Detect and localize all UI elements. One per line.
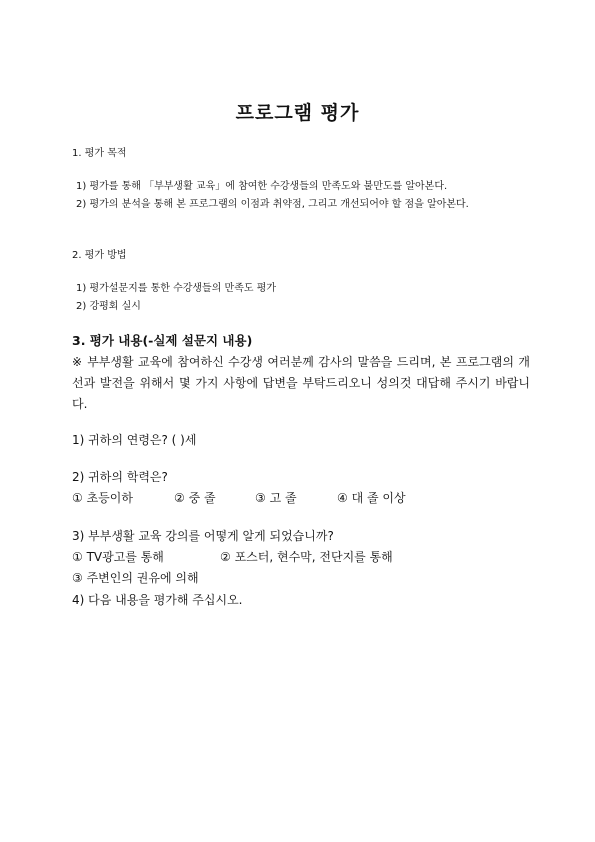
question-channel: 3) 부부생활 교육 강의를 어떻게 알게 되었습니까? [72,529,334,543]
education-option: ④ 대 졸 이상 [337,491,406,505]
education-option: ① 초등이하 [72,491,133,505]
page-title: 프로그램 평가 [235,102,360,124]
education-options [72,488,406,509]
channel-option: ① TV광고를 통해 [72,550,164,564]
question-age: 1) 귀하의 연령은? ( )세 [72,433,197,447]
section2-item-1: 1) 평가설문지를 통한 수강생들의 만족도 평가 [76,283,277,294]
section1-heading: 1. 평가 목적 [72,148,127,159]
question-evaluate: 4) 다음 내용을 평가해 주십시오. [72,593,243,607]
section2-heading: 2. 평가 방법 [72,250,127,261]
section1-item-2: 2) 평가의 분석을 통해 본 프로그램의 이점과 취약점, 그리고 개선되어야 할 점을 알아본다. [76,199,469,210]
section2-item-2: 2) 강평회 실시 [76,301,141,312]
section3-heading: 3. 평가 내용(-실제 설문지 내용) [72,333,253,348]
survey-intro: ※ 부부생활 교육에 참여하신 수강생 여러분께 감사의 말씀을 드리며, 본 프로그램의 개선과 발전을 위해서 몇 가지 사항에 답변을 부탁드리오니 성의것 대답해 주시기 바랍니다. [72,355,530,411]
education-option: ② 중 졸 [174,491,216,505]
question-education: 2) 귀하의 학력은? [72,470,168,484]
education-option: ③ 고 졸 [255,491,297,505]
channel-option: ② 포스터, 현수막, 전단지를 통해 [220,550,393,564]
section1-item-1: 1) 평가를 통해 「부부생활 교육」에 참여한 수강생들의 만족도와 불만도를 알아본다. [76,181,448,192]
channel-options-row1 [72,547,393,568]
channel-option-row2: ③ 주변인의 권유에 의해 [72,571,199,585]
